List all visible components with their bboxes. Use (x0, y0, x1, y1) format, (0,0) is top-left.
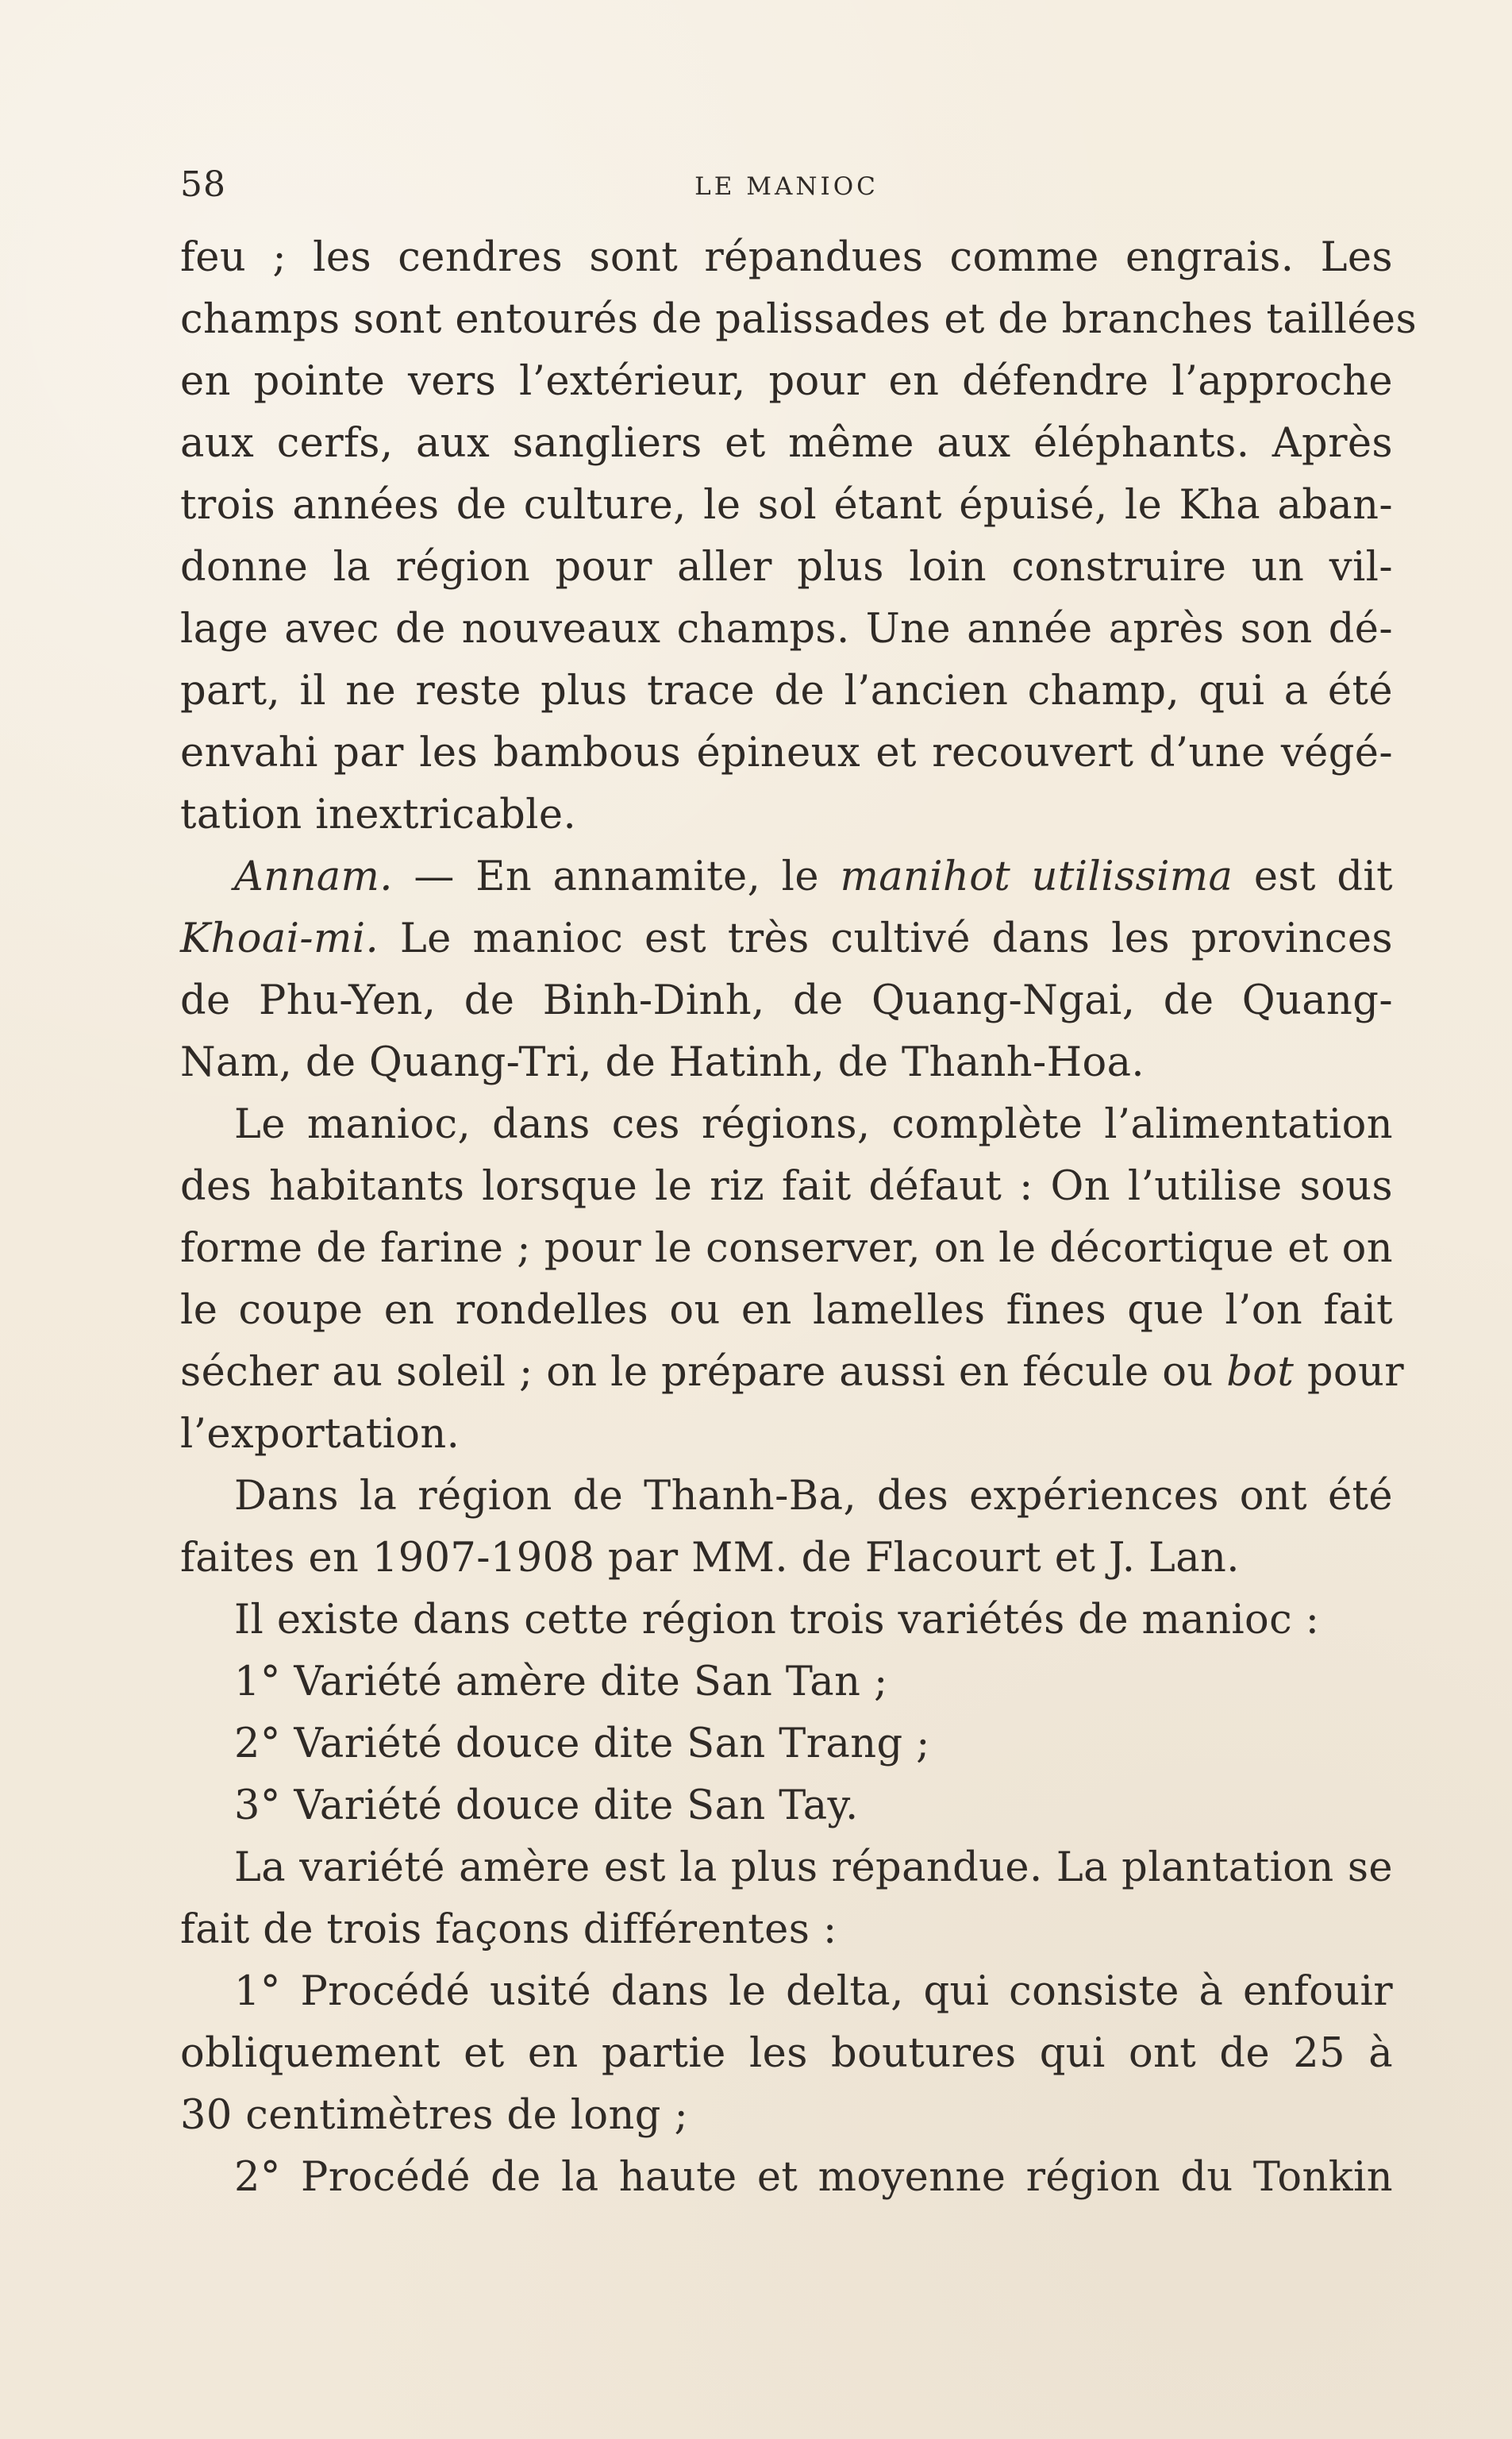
text-line: tation inextricable. (180, 792, 577, 838)
body-text (180, 227, 1418, 2204)
text-line: 3° Variété douce dite San Tay. (234, 1782, 859, 1829)
text-line: Dans la région de Thanh-Ba, des expériences ont été (234, 1473, 1393, 1520)
text-line (180, 908, 1393, 970)
italic-term: Annam. (234, 853, 393, 900)
text-line: Nam, de Quang-Tri, de Hatinh, de Thanh-Hoa. (180, 1039, 1145, 1086)
text-line: donne la région pour aller plus loin construire un vil- (180, 544, 1393, 591)
text-line: forme de farine ; pour le conserver, on le décortique et on (180, 1225, 1393, 1272)
text-line: le coupe en rondelles ou en lamelles fines que l’on fait (180, 1287, 1393, 1334)
text-fragment: Le manioc est très cultivé dans les provinces (379, 915, 1393, 962)
text-line (180, 1342, 1405, 1404)
text-fragment: pour (1294, 1349, 1405, 1396)
text-line: fait de trois façons différentes : (180, 1906, 837, 1953)
text-line: 2° Variété douce dite San Trang ; (234, 1720, 930, 1767)
text-line: feu ; les cendres sont répandues comme engrais. Les (180, 234, 1393, 281)
text-line: des habitants lorsque le riz fait défaut : On l’utilise sous (180, 1163, 1393, 1210)
text-line: trois années de culture, le sol étant épuisé, le Kha aban- (180, 482, 1393, 529)
text-line: La variété amère est la plus répandue. La plantation se (234, 1844, 1393, 1891)
text-fragment: sécher au soleil ; on le prépare aussi en fécule ou (180, 1349, 1227, 1396)
page-number: 58 (180, 164, 226, 205)
text-line: 1° Procédé usité dans le delta, qui consiste à enfouir (234, 1968, 1393, 2015)
running-head: LE MANIOC (694, 172, 879, 201)
text-line: part, il ne reste plus trace de l’ancien champ, qui a été (180, 668, 1393, 715)
text-line: en pointe vers l’extérieur, pour en défendre l’approche (180, 358, 1393, 405)
italic-term: bot (1226, 1349, 1295, 1396)
text-line: aux cerfs, aux sangliers et même aux éléphants. Après (180, 420, 1393, 467)
text-line: envahi par les bambous épineux et recouvert d’une végé- (180, 730, 1393, 776)
text-line (180, 846, 1393, 908)
text-line: lage avec de nouveaux champs. Une année après son dé- (180, 606, 1393, 653)
text-line: l’exportation. (180, 1411, 460, 1458)
text-line: de Phu-Yen, de Binh-Dinh, de Quang-Ngai, de Quang- (180, 977, 1393, 1024)
italic-term: manihot utilissima (840, 853, 1233, 900)
text-line: obliquement et en partie les boutures qui ont de 25 à (180, 2030, 1393, 2077)
text-line: 2° Procédé de la haute et moyenne région du Tonkin (234, 2154, 1393, 2201)
text-line: 30 centimètres de long ; (180, 2092, 689, 2139)
text-line: champs sont entourés de palissades et de branches taillées (180, 296, 1418, 343)
page-header (180, 163, 1393, 206)
italic-term: Khoai-mi. (180, 915, 379, 962)
text-line: Le manioc, dans ces régions, complète l’alimentation (234, 1101, 1393, 1148)
text-line: 1° Variété amère dite San Tan ; (234, 1659, 888, 1705)
text-line: Il existe dans cette région trois variétés de manioc : (234, 1597, 1320, 1643)
text-line: faites en 1907-1908 par MM. de Flacourt et J. Lan. (180, 1535, 1240, 1582)
text-fragment: — En annamite, le (392, 853, 841, 900)
text-fragment: est dit (1233, 853, 1393, 900)
